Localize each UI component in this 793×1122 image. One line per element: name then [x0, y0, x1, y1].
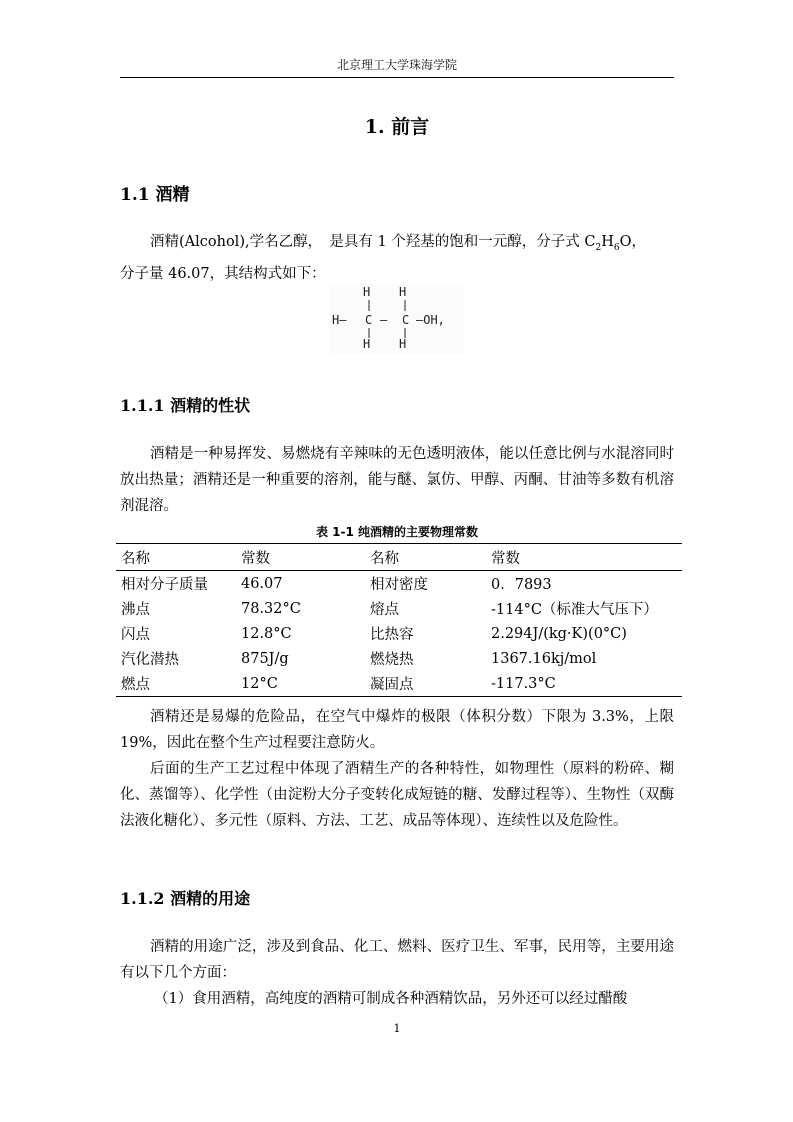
properties-paragraph: 酒精是一种易挥发、易燃烧有辛辣味的无色透明液体，能以任意比例与水混溶同时放出热量；酒精还是一种重要的溶剂，能与醚、氯仿、甲醇、丙酮、甘油等多数有机溶剂混溶。: [120, 446, 674, 514]
table-cell: 875J/g: [241, 650, 289, 667]
table-caption: 表 1-1 纯酒精的主要物理常数: [315, 525, 479, 539]
table-cell: 凝固点: [370, 677, 414, 693]
structural-formula-drawing: [330, 284, 464, 354]
table-row: [116, 571, 682, 596]
atom-h-bottom-1: H: [363, 337, 371, 351]
physical-constants-table: [116, 543, 682, 697]
atom-h-left: H—: [332, 313, 347, 327]
group-oh: —OH,: [416, 313, 445, 327]
structural-formula: [330, 284, 464, 354]
table-cell: 熔点: [370, 602, 399, 618]
table-row: [116, 621, 682, 646]
atom-c-2: C: [402, 313, 410, 327]
table-cell: 12°C: [241, 675, 278, 692]
header-divider: [120, 77, 674, 78]
subsection-heading-properties: 1.1.1 酒精的性状: [120, 396, 251, 415]
section-heading-alcohol: 1.1 酒精: [120, 185, 190, 205]
page-number: 1: [393, 1022, 401, 1035]
formula-subscript: 2: [595, 242, 602, 253]
table-cell: 燃烧热: [370, 652, 414, 668]
formula-o: O，: [619, 234, 646, 250]
table-cell: 闪点: [121, 627, 150, 643]
table-cell: 2.294J/(kg·K)(0°C): [491, 625, 627, 642]
table-cell: 比热容: [370, 627, 414, 643]
table-header-cell: 常数: [491, 550, 520, 567]
table-row: [116, 671, 682, 696]
chapter-title: 1. 前言: [364, 116, 430, 138]
subsection-heading-uses: 1.1.2 酒精的用途: [120, 889, 251, 908]
table-cell: -117.3°C: [491, 675, 556, 692]
atom-h-bottom-2: H: [399, 337, 407, 351]
table-cell: 12.8°C: [241, 625, 292, 642]
intro-text: 酒精(Alcohol),学名乙醇， 是具有 1 个羟基的饱和一元醇，分子式 C: [150, 234, 596, 250]
table-row: [116, 646, 682, 671]
atom-h-top-1: H: [363, 285, 371, 299]
table-row: [116, 596, 682, 621]
table-cell: 相对密度: [370, 577, 428, 593]
atom-c-1: C: [365, 313, 373, 327]
table-cell: 相对分子质量: [121, 577, 208, 593]
table-header-cell: 常数: [241, 550, 270, 567]
table-cell: 汽化潜热: [121, 652, 179, 668]
formula-h: H: [601, 234, 614, 250]
table-header-row: [116, 544, 682, 571]
bond-c-c: —: [380, 313, 388, 327]
table-cell: 78.32°C: [241, 600, 301, 617]
atom-h-top-2: H: [399, 285, 407, 299]
table-header-cell: 名称: [370, 550, 399, 567]
intro-text-line2: 分子量 46.07，其结构式如下：: [120, 265, 326, 282]
table-cell: -114°C（标准大气压下）: [491, 602, 658, 618]
page-header: 北京理工大学珠海学院: [336, 58, 457, 72]
table-header-cell: 名称: [121, 550, 150, 567]
food-alcohol-paragraph: （1）食用酒精，高纯度的酒精可制成各种酒精饮品，另外还可以经过醋酸: [154, 991, 628, 1007]
formula-subscript: 6: [613, 242, 620, 253]
intro-paragraph: [120, 229, 674, 287]
table-cell: 沸点: [121, 602, 150, 618]
table-cell: 0．7893: [491, 577, 552, 593]
table-cell: 46.07: [241, 575, 283, 592]
process-paragraph: 后面的生产工艺过程中体现了酒精生产的各种特性，如物理性（原料的粉碎、糊化、蒸馏等）、化学性（由淀粉大分子变转化成短链的糖、发酵过程等）、生物性（双酶法液化糖化）、多元性（原料、方法、工艺、成品等体现）、连续性以及危险性。: [120, 761, 674, 829]
danger-paragraph: 酒精还是易爆的危险品，在空气中爆炸的极限（体积分数）下限为 3.3%，上限 19%，因此在整个生产过程要注意防火。: [120, 709, 674, 751]
uses-paragraph: 酒精的用途广泛，涉及到食品、化工、燃料、医疗卫生、军事，民用等，主要用途有以下几个方面：: [120, 939, 674, 981]
table-cell: 1367.16kj/mol: [491, 650, 597, 667]
table-cell: 燃点: [121, 677, 150, 693]
